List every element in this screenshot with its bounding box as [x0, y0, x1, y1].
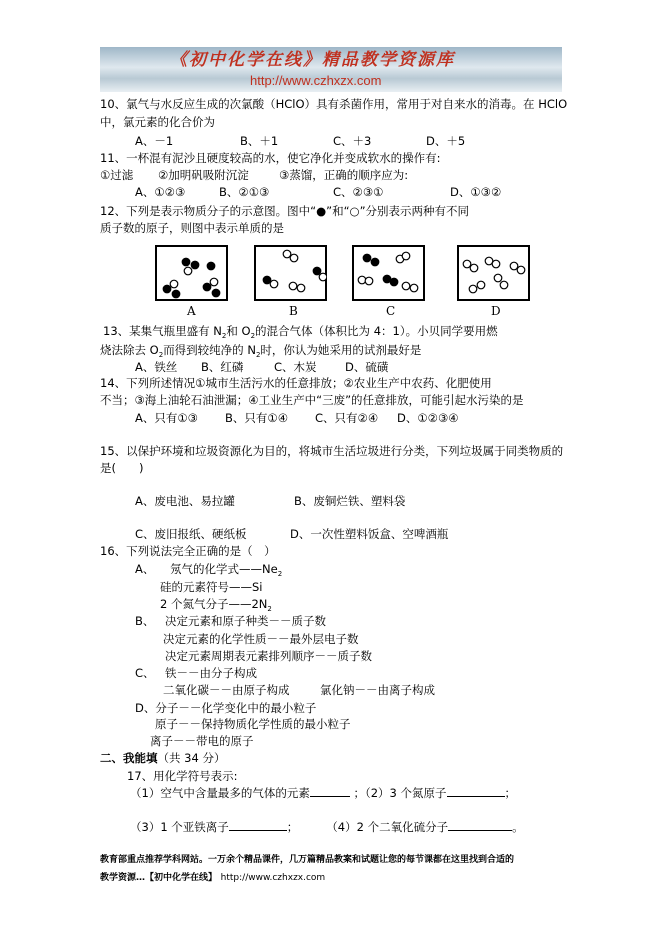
q10-option-c: C、＋3 [333, 134, 372, 148]
hollow-atom [210, 278, 218, 286]
diagram-label-a: A [187, 304, 196, 318]
molecule-diagram-a [155, 245, 228, 301]
q17-semi: ； [504, 786, 517, 800]
subscript: 2 [158, 351, 164, 359]
q11-text: 11、一杯混有泥沙且硬度较高的水，使它净化并变成软水的操作有: [100, 151, 441, 165]
q10-text: 10、氯气与水反应生成的次氯酸（HClO）具有杀菌作用，常用于对自来水的消毒。在 HClO [100, 97, 568, 111]
hollow-atom [184, 267, 192, 275]
hollow-atom [289, 282, 297, 290]
q13-text-2 [100, 342, 421, 358]
filled-atom [263, 276, 271, 284]
q13-text-e: 而得到较纯净的 N [163, 343, 256, 357]
hollow-atom [402, 252, 410, 260]
q15-option-b: B、废铜烂铁、塑料袋 [294, 494, 406, 508]
q15-option-d: D、一次性塑料饭盒、空啤酒瓶 [290, 527, 449, 541]
diagram-label-d: D [491, 304, 501, 318]
diagram-label-c: C [386, 304, 396, 318]
hollow-atom [517, 266, 525, 274]
q15-text-2: 是( ) [100, 461, 144, 475]
q14-text: 14、下列所述情况①城市生活污水的任意排放；②农业生产中农药、化肥使用 [100, 376, 492, 390]
q14-option-c: C、只有②④ [315, 411, 379, 425]
banner-title: 《初中化学在线》精品教学资源库 [170, 50, 455, 70]
q14-option-a: A、只有①③ [135, 411, 198, 425]
answer-blank-3[interactable] [229, 819, 287, 831]
hollow-atom [290, 254, 298, 262]
subscript: 2 [255, 351, 261, 359]
q17-semi: ； [286, 820, 299, 834]
q17-p2: ；（2）3 个氮原子 [353, 786, 447, 800]
hollow-atom [463, 260, 471, 268]
q16-c-line1: 铁－－由分子构成 [165, 666, 257, 680]
q16-a-label: A、 [135, 562, 155, 576]
q13-option-c: C、木炭 [274, 360, 317, 374]
molecule-diagram-d [457, 245, 530, 301]
hollow-atom [410, 284, 418, 292]
hollow-atom [477, 281, 485, 289]
hollow-atom [470, 264, 478, 272]
hollow-atom [170, 280, 178, 288]
hollow-atom [365, 277, 373, 285]
q11-option-d: D、①③② [450, 185, 502, 199]
hollow-atom [358, 276, 366, 284]
q16-a-text: 氖气的化学式——Ne [170, 562, 278, 576]
hollow-atom [492, 260, 500, 268]
q13-option-b: B、红磷 [201, 360, 244, 374]
q16-c-line3: 氯化钠－－由离子构成 [320, 683, 435, 697]
q13-text-f: 时，你认为她采用的试剂最好是 [260, 343, 422, 357]
subscript: 2 [250, 332, 256, 340]
diagram-label-b: B [289, 304, 298, 318]
molecule-diagram-c [352, 245, 425, 301]
q13-text-a: 13、某集气瓶里盛有 N [103, 324, 222, 338]
hollow-atom [402, 282, 410, 290]
q15-option-c: C、废旧报纸、硬纸板 [135, 527, 247, 541]
q17-p3: （3）1 个亚铁离子 [130, 820, 229, 834]
q16-c-line2: 二氧化碳－－由原子构成 [163, 683, 290, 697]
q11-step-2: ②加明矾吸附沉淀 [158, 168, 249, 182]
q11-option-c: C、②③① [333, 185, 384, 199]
section-title: 二、我能填 [100, 751, 158, 765]
q11-option-b: B、②①③ [219, 185, 270, 199]
filled-atom [212, 289, 220, 297]
subscript: 2 [277, 570, 283, 578]
hollow-atom [469, 285, 477, 293]
subscript: 2 [221, 332, 227, 340]
q11-step-3: ③蒸馏，正确的顺序应为: [279, 168, 409, 182]
filled-atom [172, 290, 180, 298]
footer-line1: 教育部重点推荐学科网站。一万余个精品课件，几万篇精品教案和试题让您的每节课都在这里找到合适的 [100, 855, 515, 865]
filled-atom [163, 285, 171, 293]
q17-text: 17、用化学符号表示: [127, 769, 238, 783]
hollow-atom [283, 250, 291, 258]
footer-line2 [100, 868, 325, 884]
subscript: 2 [267, 605, 272, 613]
q14-option-d: D、①②③④ [397, 411, 459, 425]
q17-part-1-2 [130, 785, 516, 801]
q16-d-line3: 离子－－带电的原子 [150, 734, 254, 748]
filled-atom [363, 254, 371, 262]
q17-end: 。 [512, 820, 524, 834]
q13-text-d: 烧法除去 O [100, 343, 159, 357]
q16-b-line3: 决定元素周期表元素排列顺序－－质子数 [165, 649, 372, 663]
answer-blank-4[interactable] [448, 819, 512, 831]
hollow-atom [270, 280, 278, 288]
q13-text-b: 和 O [226, 324, 251, 338]
hollow-atom [319, 273, 327, 281]
q10-option-a: A、－1 [135, 134, 174, 148]
q17-part-3-4 [130, 819, 524, 835]
site-banner [100, 47, 562, 92]
q17-p1: （1）空气中含量最多的气体的元素 [130, 786, 310, 800]
footer-text: 教学资源…【初中化学在线】 [100, 873, 218, 883]
footer-link[interactable]: http://www.czhxzx.com [220, 873, 326, 883]
q12-text: 12、下列是表示物质分子的示意图。图中“●”和“○”分别表示两种有不同 [100, 204, 470, 218]
q13-option-a: A、铁丝 [135, 360, 178, 374]
filled-atom [203, 283, 211, 291]
q13-option-d: D、硫磺 [345, 360, 389, 374]
q16-d-line1: D、分子－－化学变化中的最小粒子 [135, 701, 317, 715]
q14-text-2: 不当；③海上油轮石油泄漏；④工业生产中“三废”的任意排放，可能引起水污染的是 [100, 393, 524, 407]
answer-blank-2[interactable] [447, 785, 505, 797]
q10-option-b: B、＋1 [240, 134, 279, 148]
q16-a-line2: 硅的元素符号——Si [160, 580, 263, 594]
section-score: （共 34 分） [157, 751, 226, 765]
answer-blank-1[interactable] [310, 785, 350, 797]
hollow-atom [494, 274, 502, 282]
q11-step-1: ①过滤 [100, 168, 134, 182]
q13-text [103, 323, 498, 339]
q16-a-line1 [170, 561, 282, 577]
q16-b-label: B、 [135, 614, 155, 628]
filled-atom [207, 262, 215, 270]
q17-p4: （4）2 个二氧化硫分子 [326, 820, 449, 834]
hollow-atom [297, 284, 305, 292]
q11-option-a: A、①②③ [135, 185, 186, 199]
filled-atom [371, 258, 379, 266]
q16-d-line2: 原子－－保持物质化学性质的最小粒子 [155, 717, 351, 731]
q13-text-c: 的混合气体（体积比为 4：1）。小贝同学要用燃 [255, 324, 498, 338]
q16-a-line3 [160, 596, 272, 612]
q15-option-a: A、废电池、易拉罐 [135, 494, 235, 508]
q15-text: 15、以保护环境和垃圾资源化为目的，将城市生活垃圾进行分类，下列垃圾属于同类物质的 [100, 444, 564, 458]
filled-atom [390, 278, 398, 286]
q10-option-d: D、＋5 [426, 134, 466, 148]
section-heading [100, 750, 225, 766]
q16-text: 16、下列说法完全正确的是（ ） [100, 544, 276, 558]
q14-option-b: B、只有①④ [225, 411, 289, 425]
banner-url[interactable]: http://www.czhxzx.com [250, 73, 382, 88]
filled-atom [191, 261, 199, 269]
q16-b-line2: 决定元素的化学性质－－最外层电子数 [163, 632, 359, 646]
hollow-atom [510, 262, 518, 270]
q16-c-label: C、 [135, 666, 155, 680]
filled-atom [182, 258, 190, 266]
q16-b-line1: 决定元素和原子种类－－质子数 [165, 614, 326, 628]
q10-text-2: 中，氯元素的化合价为 [100, 115, 215, 129]
q16-a-text-3: 2 个氮气分子——2N [160, 597, 268, 611]
molecule-diagram-b [254, 245, 327, 301]
filled-atom [313, 267, 321, 275]
q12-text-2: 质子数的原子，则图中表示单质的是 [100, 221, 284, 235]
hollow-atom [500, 281, 508, 289]
